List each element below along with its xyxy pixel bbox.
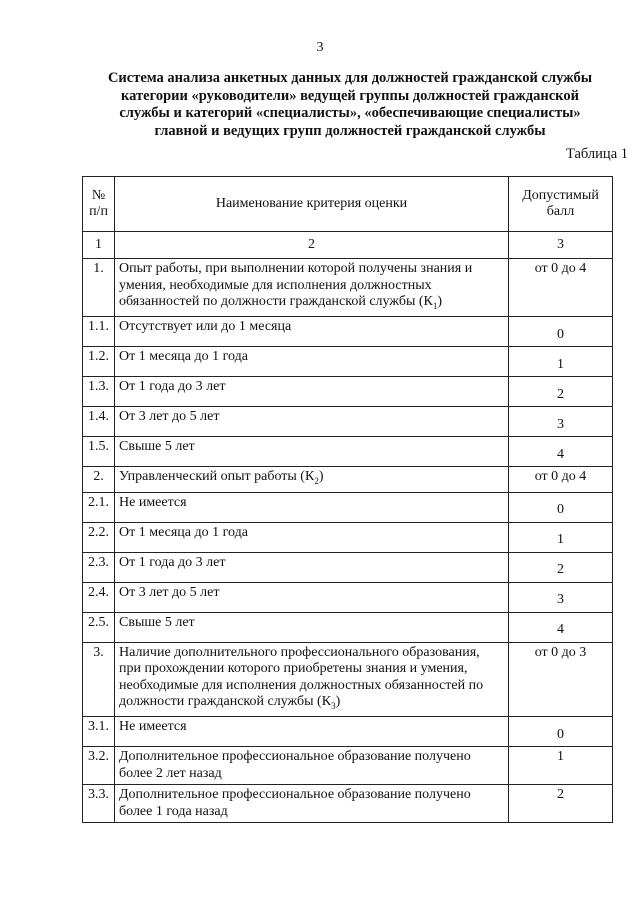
- criterion-text: Свыше 5 лет: [119, 614, 195, 630]
- criterion-text: Отсутствует или до 1 месяца: [119, 319, 292, 335]
- row-score-cell: от 0 до 3: [509, 642, 613, 717]
- criterion-text: Свыше 5 лет: [119, 439, 195, 455]
- row-score-cell: 3: [509, 407, 613, 437]
- row-score-cell: 3: [509, 582, 613, 612]
- table-row: [83, 612, 613, 642]
- table-row: [83, 407, 613, 437]
- criteria-table: [82, 176, 613, 823]
- column-index-cell: 2: [115, 232, 509, 259]
- coefficient-subscript: 2: [314, 476, 319, 487]
- row-score-cell: 2: [509, 552, 613, 582]
- column-index-row: [83, 232, 613, 259]
- criterion-text: Дополнительное профессиональное образование получено более 2 лет назад: [119, 749, 471, 781]
- row-number-cell: 1.3.: [83, 377, 115, 407]
- row-criterion-cell: [115, 552, 509, 582]
- row-criterion-cell: [115, 259, 509, 317]
- table-row: [83, 437, 613, 467]
- title-line: главной и ведущих групп должностей гражданской службы: [154, 122, 546, 139]
- row-number-cell: 2.4.: [83, 582, 115, 612]
- criterion-text: От 3 лет до 5 лет: [119, 584, 220, 600]
- row-score-cell: 2: [509, 377, 613, 407]
- row-number-cell: 1.1.: [83, 317, 115, 347]
- criterion-text: Наличие дополнительного профессионального образования, при прохождении которого приобретены знания и умения, необходимые для исполнения должностных обязанностей по должности гражданской службы (К: [119, 644, 484, 710]
- row-criterion-cell: [115, 317, 509, 347]
- row-criterion-cell: [115, 582, 509, 612]
- row-number-cell: 2.1.: [83, 492, 115, 522]
- row-criterion-cell: [115, 717, 509, 747]
- criterion-text: От 1 месяца до 1 года: [119, 349, 248, 365]
- row-score-cell: от 0 до 4: [509, 467, 613, 492]
- row-score-cell: 1: [509, 347, 613, 377]
- coefficient-subscript: 1: [432, 300, 438, 311]
- row-criterion-cell: [115, 642, 509, 717]
- criterion-text: Дополнительное профессиональное образование получено более 1 года назад: [119, 787, 471, 819]
- criterion-text: Управленческий опыт работы (К: [119, 469, 315, 485]
- table-row: [83, 347, 613, 377]
- row-score-cell: 0: [509, 717, 613, 747]
- row-score-cell: 4: [509, 612, 613, 642]
- header-number-line1: №: [91, 187, 106, 203]
- row-criterion-cell: [115, 437, 509, 467]
- row-criterion-cell: [115, 747, 509, 785]
- table-row: [83, 492, 613, 522]
- row-number-cell: 1.: [83, 259, 115, 317]
- row-number-cell: 2.2.: [83, 522, 115, 552]
- row-score-cell: 0: [509, 492, 613, 522]
- row-number-cell: 2.: [83, 467, 115, 492]
- row-number-cell: 2.5.: [83, 612, 115, 642]
- table-row: [83, 642, 613, 717]
- row-score-cell: 2: [509, 785, 613, 823]
- row-number-cell: 1.2.: [83, 347, 115, 377]
- row-score-cell: 1: [509, 522, 613, 552]
- row-criterion-cell: [115, 347, 509, 377]
- row-number-cell: 3.1.: [83, 717, 115, 747]
- column-index-cell: 3: [509, 232, 613, 259]
- header-score-cell: [509, 177, 613, 232]
- column-index-cell: 1: [83, 232, 115, 259]
- table-row: [83, 785, 613, 823]
- row-score-cell: от 0 до 4: [509, 259, 613, 317]
- header-score-line1: Допустимый: [522, 187, 599, 203]
- criterion-text: От 1 года до 3 лет: [119, 379, 226, 395]
- row-number-cell: 3.3.: [83, 785, 115, 823]
- row-number-cell: 3.2.: [83, 747, 115, 785]
- row-criterion-cell: [115, 522, 509, 552]
- header-score-line2: балл: [546, 204, 575, 219]
- criterion-text: Не имеется: [119, 494, 187, 510]
- table-row: [83, 317, 613, 347]
- row-criterion-cell: [115, 407, 509, 437]
- table-row: [83, 582, 613, 612]
- row-criterion-cell: [115, 612, 509, 642]
- row-score-cell: 4: [509, 437, 613, 467]
- header-name-cell: Наименование критерия оценки: [115, 177, 509, 232]
- row-number-cell: 2.3.: [83, 552, 115, 582]
- title-line: Система анализа анкетных данных для должностей гражданской службы: [107, 70, 593, 86]
- coefficient-subscript: 3: [331, 700, 336, 711]
- table-caption: Таблица 1: [565, 146, 628, 162]
- row-criterion-cell: [115, 492, 509, 522]
- row-criterion-cell: [115, 785, 509, 823]
- table-row: [83, 552, 613, 582]
- row-number-cell: 1.4.: [83, 407, 115, 437]
- criterion-text-tail: ): [318, 469, 324, 485]
- page-number: 3: [316, 40, 324, 55]
- criterion-text: От 3 лет до 5 лет: [119, 409, 220, 425]
- title-line: службы и категорий «специалисты», «обеспечивающие специалисты»: [119, 105, 581, 121]
- header-number-cell: [83, 177, 115, 232]
- table-header-row: [83, 177, 613, 232]
- document-title: [80, 70, 620, 140]
- criterion-text: Не имеется: [119, 719, 187, 735]
- criterion-text: От 1 года до 3 лет: [119, 554, 226, 570]
- table-row: [83, 747, 613, 785]
- criterion-text-tail: ): [437, 294, 443, 309]
- row-number-cell: 3.: [83, 642, 115, 717]
- criterion-text: Опыт работы, при выполнении которой получены знания и умения, необходимые для исполнения должностных обязанностей по должности гражданской службы (К: [119, 261, 473, 309]
- table-row: [83, 717, 613, 747]
- row-number-cell: 1.5.: [83, 437, 115, 467]
- row-criterion-cell: [115, 467, 509, 492]
- criterion-text-tail: ): [335, 694, 341, 710]
- table-row: [83, 467, 613, 492]
- criterion-text: От 1 месяца до 1 года: [119, 524, 248, 540]
- header-number-line2: п/п: [89, 204, 108, 219]
- table-row: [83, 522, 613, 552]
- title-line: категории «руководители» ведущей группы должностей гражданской: [121, 87, 579, 104]
- row-score-cell: 0: [509, 317, 613, 347]
- criteria-table-body: [83, 177, 613, 823]
- row-score-cell: 1: [509, 747, 613, 785]
- row-criterion-cell: [115, 377, 509, 407]
- table-row: [83, 259, 613, 317]
- table-row: [83, 377, 613, 407]
